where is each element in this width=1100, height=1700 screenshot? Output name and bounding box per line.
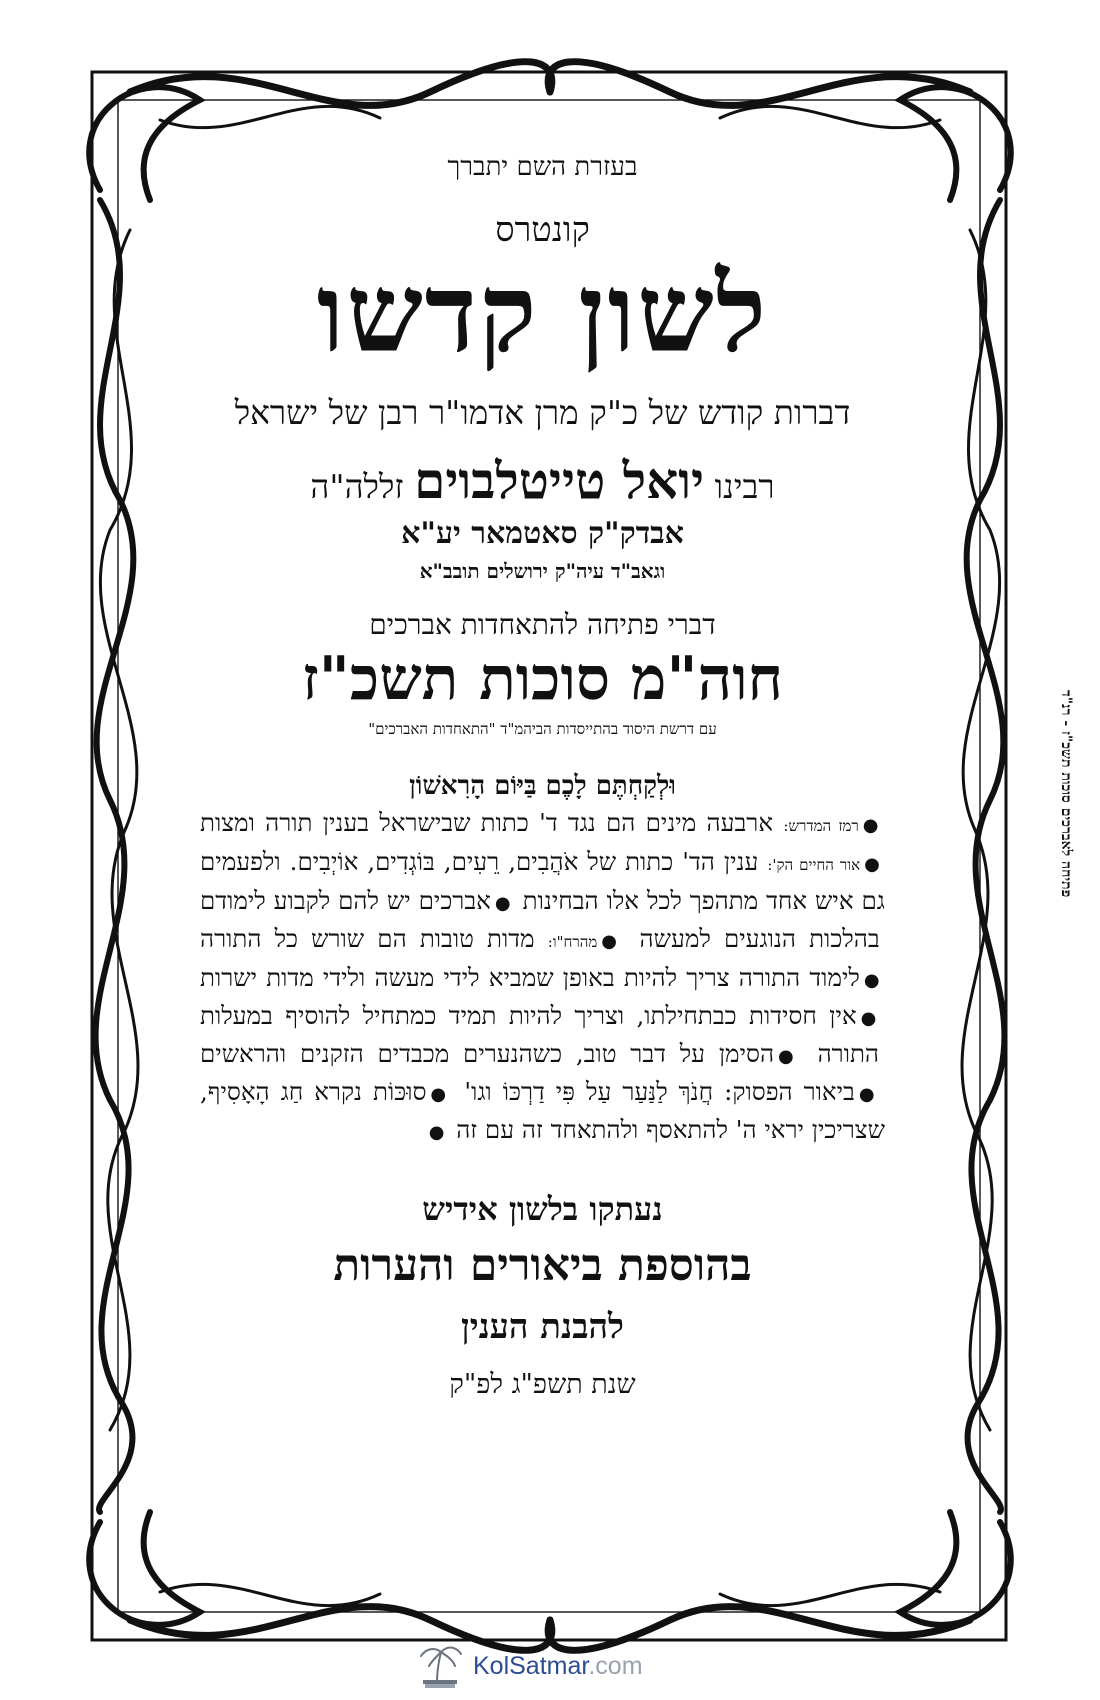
book-title: לשון קדשו — [316, 251, 769, 377]
bullet: ● — [778, 1046, 800, 1068]
bullet: ● — [860, 1008, 881, 1030]
palm-tree-books-icon — [415, 1642, 465, 1690]
summary-text — [200, 805, 885, 1150]
top-line: בעזרת השם יתברך — [447, 152, 638, 182]
event-line-1: דברי פתיחה להתאחדות אברכים — [369, 608, 716, 642]
summary-item: ביאור הפסוק: חֲנֹךְ לַנַּעַר עַל פִּי דַרְכּוֹ וגו' — [464, 1077, 855, 1107]
author-prefix: רבינו — [714, 467, 775, 507]
closing-year: שנת תשפ"ג לפ"ק — [449, 1369, 636, 1401]
summary-item: ענין הד' כתות של אֹהֲבִים, רֵעִים, בּוֹגְדִים, אוֹיְבִים. ולפעמים גם איש אחד מתהפך לכל אלו הבחינות — [200, 847, 885, 916]
source-label: מהרח"ו: — [547, 933, 598, 952]
title-page — [190, 140, 895, 1590]
event-title: חוה"מ סוכות תשכ"ז — [301, 644, 784, 715]
bullet: ● — [863, 970, 881, 992]
author-suffix: זללה"ה — [310, 467, 404, 507]
author-line-1: דברות קודש של כ"ק מרן אדמו"ר רבן של ישראל — [234, 393, 851, 433]
source-label: אור החיים הק': — [767, 856, 861, 875]
closing-line-1: נעתקו בלשון אידיש — [422, 1190, 663, 1229]
summary-heading: וּלְקַחְתֶּם לָכֶם בַּיּוֹם הָרִאשׁוֹן — [409, 771, 676, 802]
author-line-3: אבדק"ק סאטמאר יע"א — [401, 516, 684, 552]
summary-item: הסימן על דבר טוב, כשהנערים מכבדים הזקנים והראשים — [200, 1039, 775, 1069]
closing-line-3: להבנת הענין — [461, 1307, 624, 1348]
side-caption: פתיחה לאברכים סוכות תשכ"ז - רנ"ד — [1058, 690, 1074, 898]
author-line-4: וגאב"ד עיה"ק ירושלים תובב"א — [419, 559, 666, 584]
footer-logo[interactable] — [415, 1642, 643, 1690]
author-line-2 — [190, 451, 895, 510]
bullet: ● — [858, 1084, 878, 1106]
bullet: ● — [430, 1084, 450, 1106]
summary-item: אין חסידות כבתחילתו, וצריך להיות תמיד כמתחיל להוסיף במעלות התורה — [200, 1001, 879, 1069]
summary-item: ארבעה מינים הם נגד ד' כתות שבישראל בענין תורה ומצות — [200, 808, 774, 838]
bullet: ● — [862, 815, 881, 837]
event-subtitle: עם דרשת היסוד בהתייסדות הביהמ"ד "התאחדות האברכים" — [368, 720, 717, 739]
bullet: ● — [428, 1122, 445, 1144]
summary-item: סוּכּוֹת נקרא חַג הָאָסִיף, שצריכין יראי ה' להתאסף ולהתאחד זה עם זה — [200, 1077, 885, 1145]
bullet: ● — [864, 854, 881, 876]
summary-item: מדות טובות הם שורש כל התורה — [200, 924, 535, 954]
summary-item: לימוד התורה צריך להיות באופן שמביא לידי מעשה ולידי מדות ישרות — [200, 963, 860, 993]
bullet: ● — [494, 893, 511, 915]
closing-line-2: בהוספת ביאורים והערות — [333, 1240, 752, 1292]
source-label: רמז המדרש: — [783, 817, 859, 836]
kuntres-label: קונטרס — [495, 210, 590, 250]
site-name: KolSatmar.com — [473, 1651, 643, 1680]
author-name: יואל טייטלבוים — [414, 451, 705, 511]
summary-item: אברכים יש להם לקבוע לימודם בהלכות הנוגעים למעשה — [200, 886, 880, 954]
bullet: ● — [601, 931, 623, 953]
